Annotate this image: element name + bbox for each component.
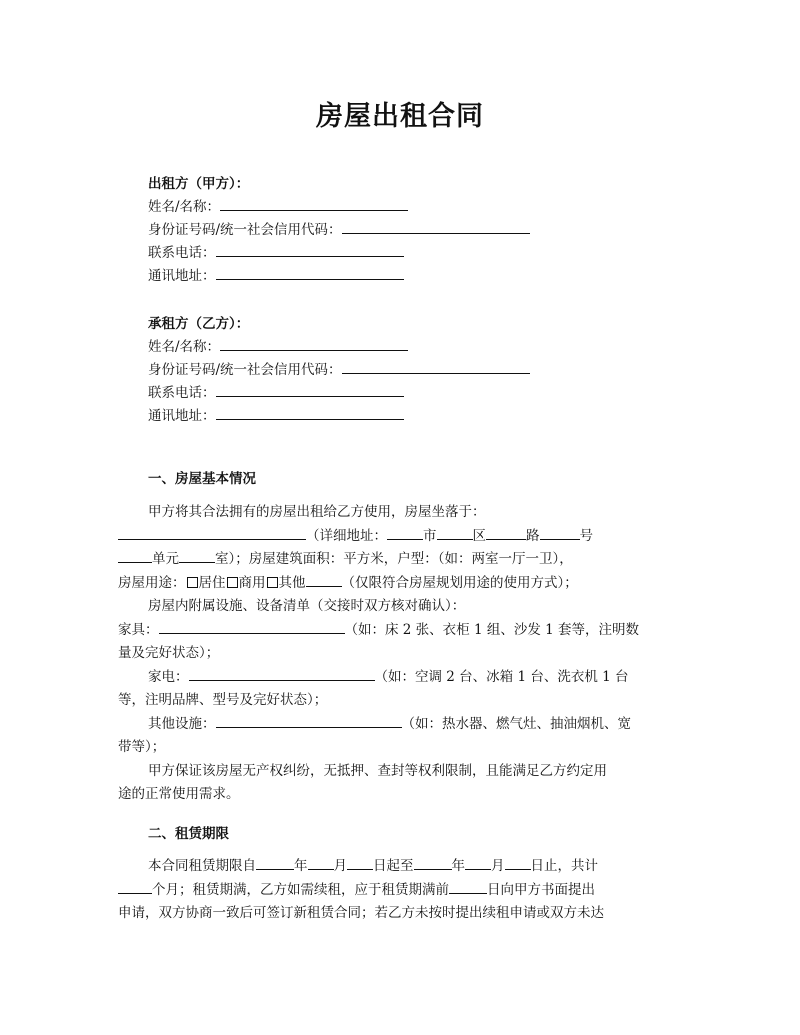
furniture-label: 家具： <box>118 621 159 638</box>
section1-intro: 甲方将其合法拥有的房屋出租给乙方使用，房屋坐落于： <box>148 504 486 520</box>
section1-address-line <box>118 525 684 549</box>
district-text: 区 <box>472 527 486 544</box>
months-text: 个月；租赁期满，乙方如需续租，应于租赁期满前 <box>152 881 449 898</box>
lessor-address-row <box>148 265 530 288</box>
lessor-id-blank <box>342 219 530 234</box>
usage-commercial-label: 商用 <box>238 574 266 591</box>
usage-residential-label: 居住 <box>198 574 226 591</box>
usage-commercial-checkbox[interactable] <box>227 577 238 588</box>
unit-text: 单元 <box>152 551 179 567</box>
lessor-heading: 出租方（甲方）： <box>148 176 250 192</box>
usage-residential-checkbox[interactable] <box>187 577 198 588</box>
addr-open-text: （详细地址： <box>306 527 387 544</box>
lessor-phone-row <box>148 242 530 265</box>
lessor-block <box>148 173 530 288</box>
furniture-note-a: （如：床 2 张、衣柜 1 组、沙发 1 套等，注明数 <box>344 621 640 638</box>
road-text: 路 <box>526 527 540 544</box>
lessee-id-blank <box>342 359 530 374</box>
start-month-blank <box>308 856 334 870</box>
usage-other-label: 其他 <box>278 574 306 591</box>
appliance-blank <box>189 667 375 681</box>
term-line-1 <box>118 855 684 879</box>
months-blank <box>118 880 152 894</box>
section2-body <box>118 855 684 926</box>
lessee-block <box>148 313 530 428</box>
lessee-id-row <box>148 359 530 382</box>
other-facility-line-2: 带等）； <box>118 739 166 755</box>
usage-note: （仅限符合房屋规划用途的使用方式）； <box>341 574 578 591</box>
notice-days-blank <box>449 880 487 894</box>
end-day-blank <box>505 856 531 870</box>
lessor-name-row <box>148 196 530 219</box>
number-blank <box>540 526 580 540</box>
end-day-text: 日止，共计 <box>530 858 598 874</box>
other-facility-note-a: （如：热水器、燃气灶、抽油烟机、宽 <box>401 715 631 732</box>
term-line-2 <box>118 879 684 903</box>
lessee-address-blank <box>216 405 404 420</box>
end-month-text: 月 <box>491 858 505 874</box>
lessee-phone-row <box>148 382 530 405</box>
lessee-name-row <box>148 336 530 359</box>
lessor-address-label: 通讯地址： <box>148 268 216 284</box>
end-year-text: 年 <box>451 858 465 874</box>
lessor-phone-blank <box>216 242 404 257</box>
number-text: 号 <box>579 527 593 544</box>
unit-blank <box>118 549 152 563</box>
start-year-text: 年 <box>294 858 308 874</box>
start-month-text: 月 <box>333 858 347 874</box>
lessor-id-label: 身份证号码/统一社会信用代码： <box>148 222 342 238</box>
road-blank <box>486 526 526 540</box>
lessor-phone-label: 联系电话： <box>148 245 216 261</box>
usage-other-blank <box>306 573 342 587</box>
end-month-blank <box>465 856 491 870</box>
section1-body <box>118 501 684 807</box>
guarantee-line: 甲方保证该房屋无产权纠纷，无抵押、查封等权利限制，且能满足乙方约定用 <box>148 762 607 779</box>
lessee-name-label: 姓名/名称： <box>148 339 221 355</box>
usage-label: 房屋用途： <box>118 574 186 591</box>
city-text: 市 <box>423 527 437 544</box>
room-text: 室）；房屋建筑面积：平方米，户型：（如：两室一厅一卫）， <box>215 551 573 567</box>
term-line-3: 申请，双方协商一致后可签订新租赁合同；若乙方未按时提出续租申请或双方未达 <box>118 905 604 921</box>
start-year-blank <box>256 856 294 870</box>
facilities-intro: 房屋内附属设施、设备清单（交接时双方核对确认）： <box>148 598 466 614</box>
usage-other-checkbox[interactable] <box>267 577 278 588</box>
appliance-line <box>118 666 684 690</box>
address-blank <box>118 526 306 540</box>
appliance-note-a: （如：空调 2 台、冰箱 1 台、洗衣机 1 台 <box>374 668 629 685</box>
section1-unit-line <box>118 548 684 572</box>
lessee-heading: 承租方（乙方）： <box>148 316 250 332</box>
furniture-line <box>118 619 684 643</box>
room-blank <box>179 549 215 563</box>
lessee-name-blank <box>220 336 408 351</box>
appliance-label: 家电： <box>148 668 189 685</box>
lessee-phone-blank <box>216 382 404 397</box>
lessor-id-row <box>148 219 530 242</box>
lessee-id-label: 身份证号码/统一社会信用代码： <box>148 362 342 378</box>
lessee-address-label: 通讯地址： <box>148 408 216 424</box>
lessor-address-blank <box>216 265 404 280</box>
section1-heading: 一、房屋基本情况 <box>148 471 256 487</box>
district-blank <box>437 526 473 540</box>
furniture-line-2: 量及完好状态）； <box>118 645 220 661</box>
end-year-blank <box>414 856 452 870</box>
other-facility-blank <box>216 714 402 728</box>
section2-heading: 二、租赁期限 <box>148 826 229 842</box>
lessee-address-row <box>148 405 530 428</box>
start-day-text: 日起至 <box>373 858 414 874</box>
furniture-blank <box>159 620 345 634</box>
appliance-line-2: 等，注明品牌、型号及完好状态）； <box>118 692 328 708</box>
page-title: 房屋出租合同 <box>316 101 484 132</box>
start-day-blank <box>347 856 373 870</box>
lessor-name-label: 姓名/名称： <box>148 199 221 215</box>
lessor-name-blank <box>220 196 408 211</box>
notice-text: 日向甲方书面提出 <box>487 881 595 898</box>
lessee-phone-label: 联系电话： <box>148 385 216 401</box>
section1-usage-line <box>118 572 684 596</box>
other-facility-label: 其他设施： <box>148 715 216 732</box>
guarantee-line-2: 途的正常使用需求。 <box>118 786 240 802</box>
term-start-text: 本合同租赁期限自 <box>148 858 256 874</box>
other-facility-line <box>118 713 684 737</box>
city-blank <box>387 526 423 540</box>
